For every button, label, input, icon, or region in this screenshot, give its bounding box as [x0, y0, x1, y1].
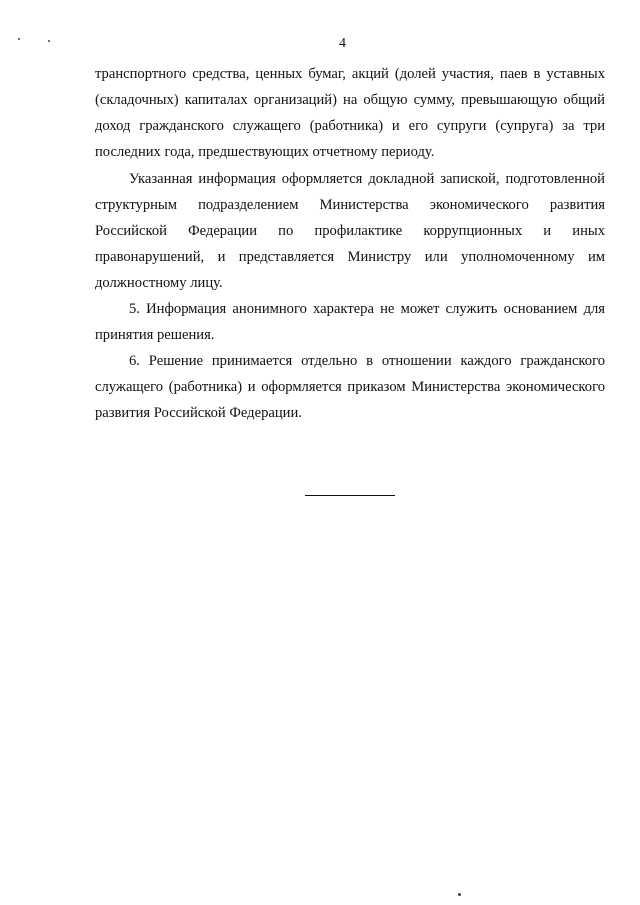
page-number: 4	[339, 36, 346, 51]
paragraph-continuation	[95, 61, 605, 165]
paragraph-text: 6. Решение принимается отдельно в отношении каждого гражданского служащего (работника) и оформляется приказом Министерства экономического развития Российской Федерации.	[95, 353, 605, 421]
scan-speck	[458, 893, 461, 896]
paragraph-text: 5. Информация анонимного характера не может служить основанием для принятия решения.	[95, 301, 605, 343]
paragraph-item-6	[95, 348, 605, 426]
end-of-document-rule	[305, 495, 395, 496]
paragraph-text: транспортного средства, ценных бумаг, акций (долей участия, паев в уставных (складочных) капиталах организаций) на общую сумму, превышающую общий доход гражданского служащего (работника) и его супруги (супруга) за три последних года, предшествующих отчетному периоду.	[95, 66, 605, 160]
paragraph-text: Указанная информация оформляется докладной запиской, подготовленной структурным подразделением Министерства экономического развития Российской Федерации по профилактике коррупционных и иных правонарушений, и представляется Министру или уполномоченному им должностному лицу.	[95, 171, 605, 291]
paragraph-item-5	[95, 296, 605, 348]
paragraph-report-note	[95, 166, 605, 296]
